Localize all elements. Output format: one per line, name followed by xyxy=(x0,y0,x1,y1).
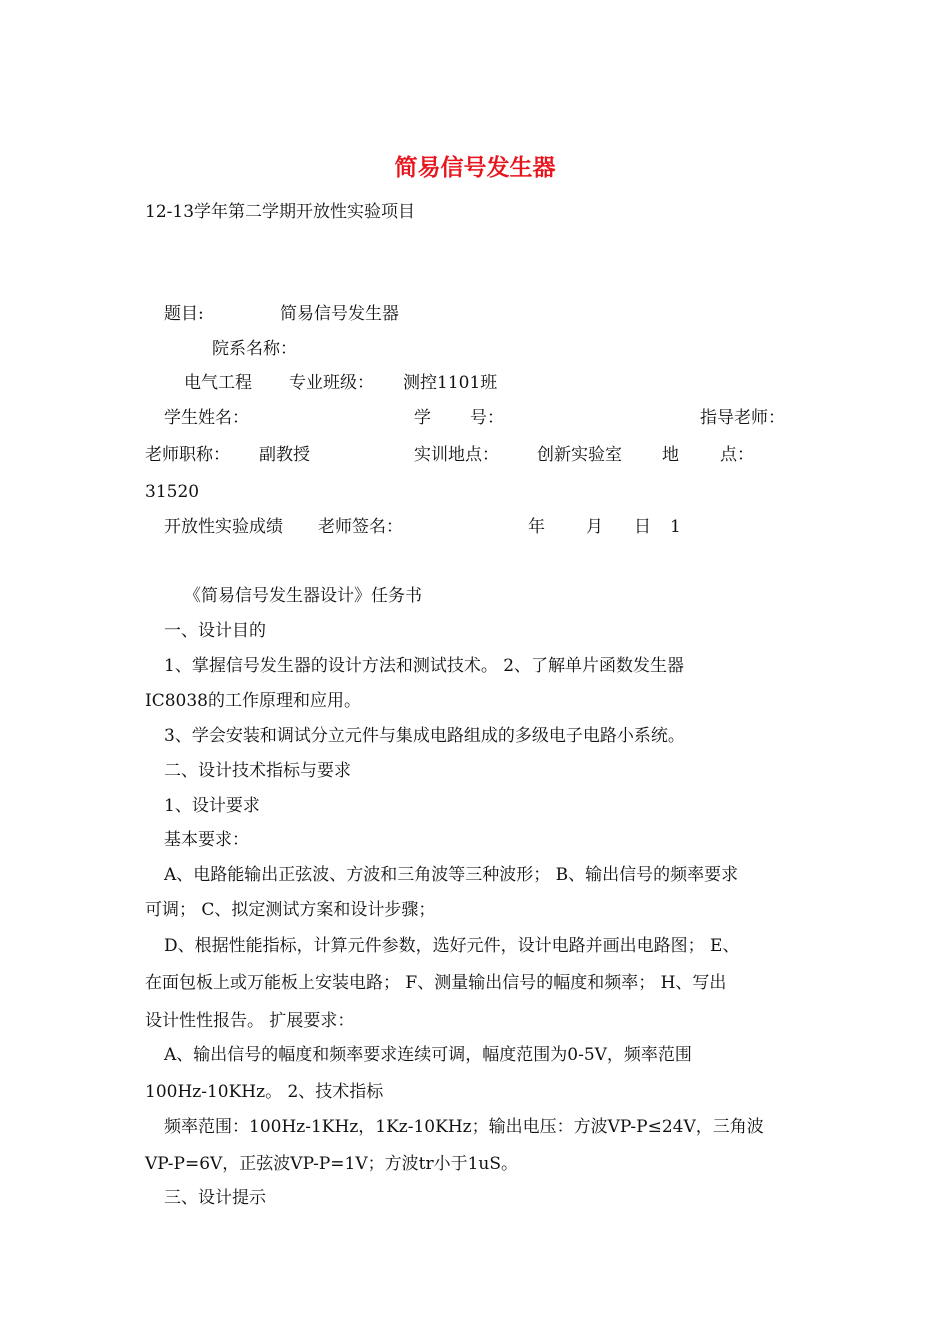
page-number: 1 xyxy=(670,517,681,537)
advisor-label: 指导老师： xyxy=(700,408,785,428)
student-id-label-2: 号： xyxy=(470,408,504,428)
student-id-label-1: 学 xyxy=(414,408,431,428)
paragraph-line: 可调； C、拟定测试方案和设计步骤； xyxy=(145,900,436,920)
year-label: 年 xyxy=(528,517,545,537)
paragraph-line: IC8038的工作原理和应用。 xyxy=(145,691,361,711)
grade-label: 开放性实验成绩 xyxy=(164,517,283,537)
document-title: 简易信号发生器 xyxy=(394,155,556,181)
paragraph-line: 3、学会安装和调试分立元件与集成电路组成的多级电子电路小系统。 xyxy=(164,726,685,746)
paragraph-line: 1、掌握信号发生器的设计方法和测试技术。 2、了解单片函数发生器 xyxy=(164,656,685,676)
subsection-heading: 1、设计要求 xyxy=(164,796,260,816)
topic-value: 简易信号发生器 xyxy=(280,304,399,324)
paragraph-line: VP-P=6V，正弦波VP-P=1V；方波tr小于1uS。 xyxy=(145,1154,518,1174)
paragraph-line: 100Hz-10KHz。 2、技术指标 xyxy=(145,1082,384,1102)
place-value: 31520 xyxy=(145,482,200,502)
section-1-heading: 一、设计目的 xyxy=(164,621,266,641)
paragraph-line: A、输出信号的幅度和频率要求连续可调，幅度范围为0-5V，频率范围 xyxy=(164,1045,692,1065)
month-label: 月 xyxy=(586,517,603,537)
teacher-title-value: 副教授 xyxy=(259,445,310,465)
basic-requirements-label: 基本要求： xyxy=(164,830,249,850)
topic-label: 题目: xyxy=(164,304,204,324)
task-title: 《简易信号发生器设计》任务书 xyxy=(184,586,422,606)
student-name-label: 学生姓名： xyxy=(164,408,249,428)
place-label-1: 地 xyxy=(662,445,679,465)
paragraph-line: A、电路能输出正弦波、方波和三角波等三种波形； B、输出信号的频率要求 xyxy=(164,865,739,885)
lab-label: 实训地点： xyxy=(414,445,499,465)
section-2-heading: 二、设计技术指标与要求 xyxy=(164,761,351,781)
lab-value: 创新实验室 xyxy=(537,445,622,465)
sign-label: 老师签名： xyxy=(318,517,403,537)
document-subtitle: 12-13学年第二学期开放性实验项目 xyxy=(145,202,416,222)
teacher-title-label: 老师职称： xyxy=(145,445,230,465)
paragraph-line: D、根据性能指标，计算元件参数，选好元件，设计电路并画出电路图； E、 xyxy=(164,936,740,956)
paragraph-line: 设计性性报告。 扩展要求： xyxy=(145,1011,355,1031)
class-value: 测控1101班 xyxy=(403,373,498,393)
dept-label: 院系名称： xyxy=(212,339,297,359)
paragraph-line: 在面包板上或万能板上安装电路； F、测量输出信号的幅度和频率； H、写出 xyxy=(145,973,727,993)
paragraph-line: 频率范围：100Hz-1KHz，1Kz-10KHz；输出电压：方波VP-P≤24V，三角波 xyxy=(164,1117,764,1137)
dept-value: 电气工程 xyxy=(184,373,252,393)
day-label: 日 xyxy=(634,517,651,537)
class-label: 专业班级： xyxy=(289,373,374,393)
place-label-2: 点： xyxy=(720,445,754,465)
section-3-heading: 三、设计提示 xyxy=(164,1188,266,1208)
